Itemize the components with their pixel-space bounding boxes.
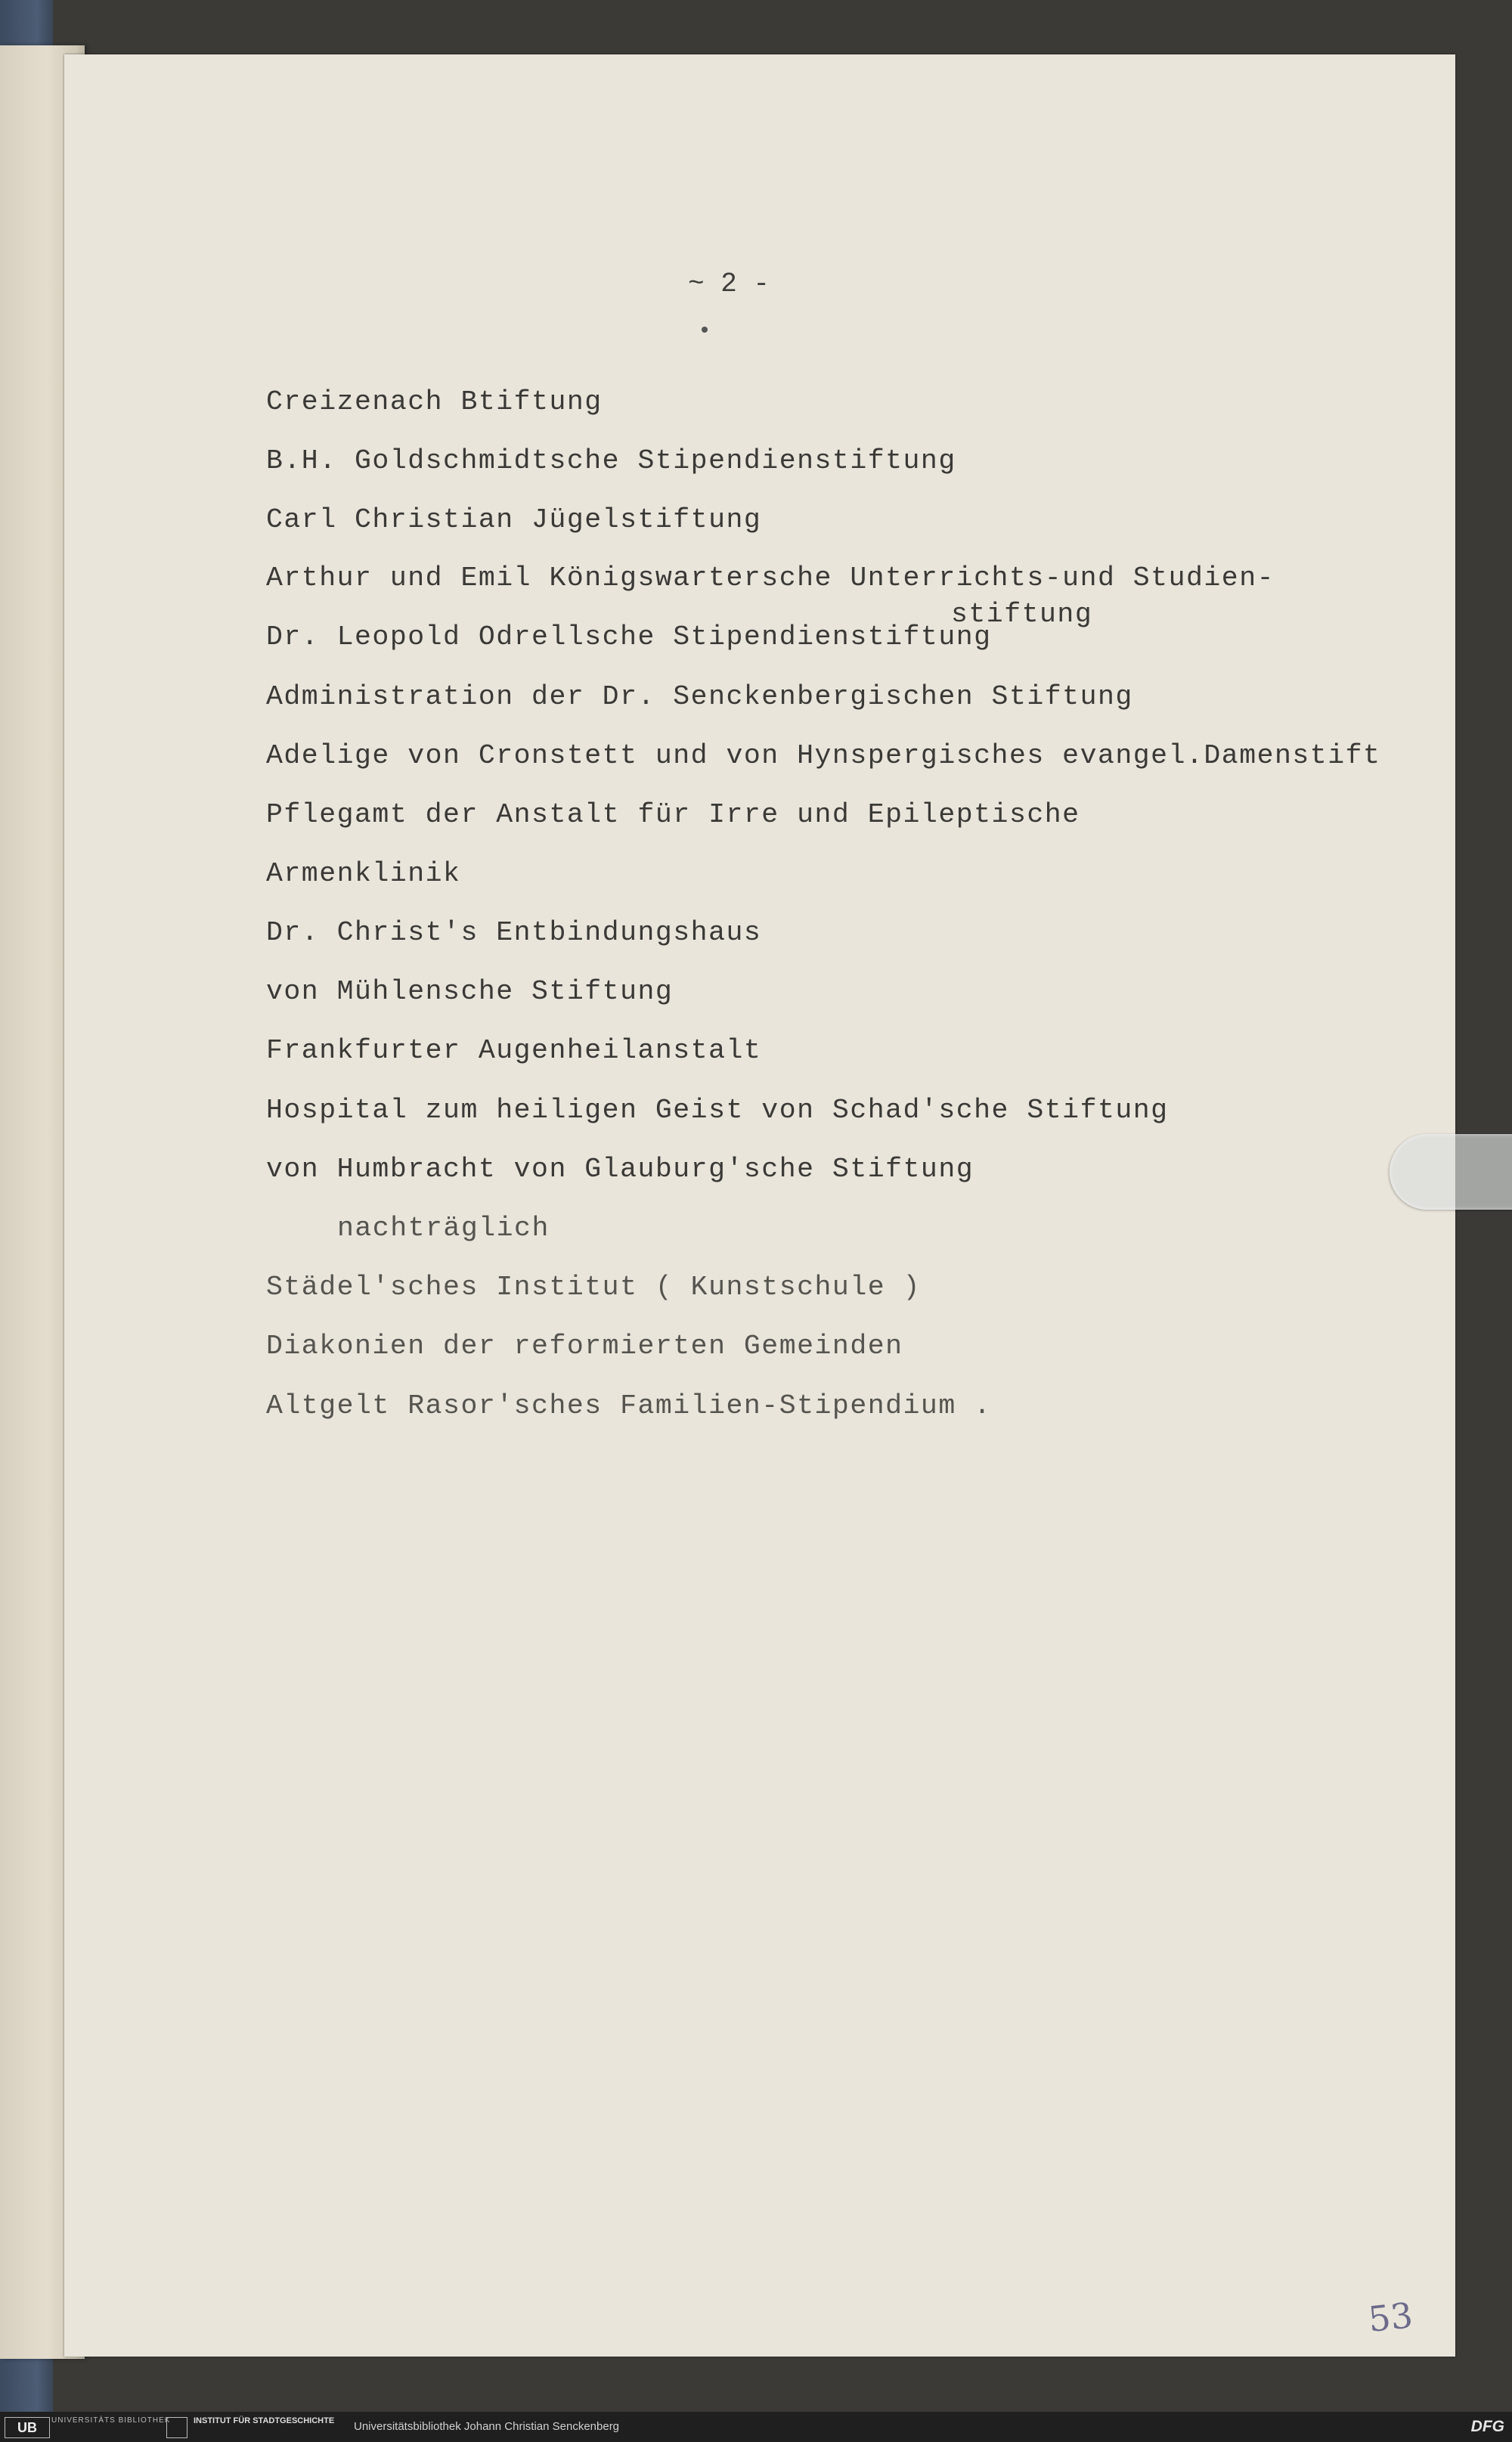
entry-2: B.H. Goldschmidtsche Stipendienstiftung	[266, 445, 956, 476]
entry-18: Altgelt Rasor'sches Familien-Stipendium .	[266, 1390, 992, 1421]
entry-15: nachträglich	[337, 1213, 550, 1244]
dfg-logo[interactable]: DFG	[1470, 2418, 1504, 2435]
ink-dot	[702, 327, 708, 333]
entry-8: Pflegamt der Anstalt für Irre und Epileptische	[266, 799, 1080, 830]
entry-14: von Humbracht von Glauburg'sche Stiftung	[266, 1154, 974, 1185]
entry-9: Armenklinik	[266, 858, 461, 889]
entry-4: Arthur und Emil Königswartersche Unterrichts-und Studien-	[266, 562, 1275, 593]
institute-logo-icon	[166, 2417, 187, 2438]
entry-10: Dr. Christ's Entbindungshaus	[266, 917, 762, 948]
viewer-footer	[0, 2412, 1512, 2442]
entry-7: Adelige von Cronstett und von Hynspergisches evangel.Damenstift	[266, 740, 1381, 771]
pencil-folio-number: 53	[1366, 2295, 1415, 2340]
entry-3: Carl Christian Jügelstiftung	[266, 504, 762, 535]
entry-11: von Mühlensche Stiftung	[266, 976, 674, 1007]
entry-6: Administration der Dr. Senckenbergischen Stiftung	[266, 681, 1133, 712]
plastic-tab-marker	[1390, 1134, 1512, 1210]
entry-13: Hospital zum heiligen Geist von Schad'sche Stiftung	[266, 1095, 1169, 1126]
entry-16: Städel'sches Institut ( Kunstschule )	[266, 1272, 921, 1303]
entry-17: Diakonien der reformierten Gemeinden	[266, 1331, 903, 1362]
entry-4-continuation: stiftung	[951, 599, 1093, 630]
ub-logo-subtitle: UNIVERSITÄTS BIBLIOTHEK	[51, 2416, 171, 2425]
entry-5: Dr. Leopold Odrellsche Stipendienstiftung	[266, 621, 992, 652]
footer-caption: Universitätsbibliothek Johann Christian Senckenberg	[354, 2420, 620, 2433]
ub-logo[interactable]: UB	[5, 2417, 50, 2438]
entry-12: Frankfurter Augenheilanstalt	[266, 1035, 762, 1066]
institute-logo-text[interactable]: INSTITUT FÜR STADTGESCHICHTE	[194, 2416, 335, 2425]
entry-1: Creizenach Btiftung	[266, 386, 603, 417]
page-number: ~ 2 -	[688, 268, 770, 299]
